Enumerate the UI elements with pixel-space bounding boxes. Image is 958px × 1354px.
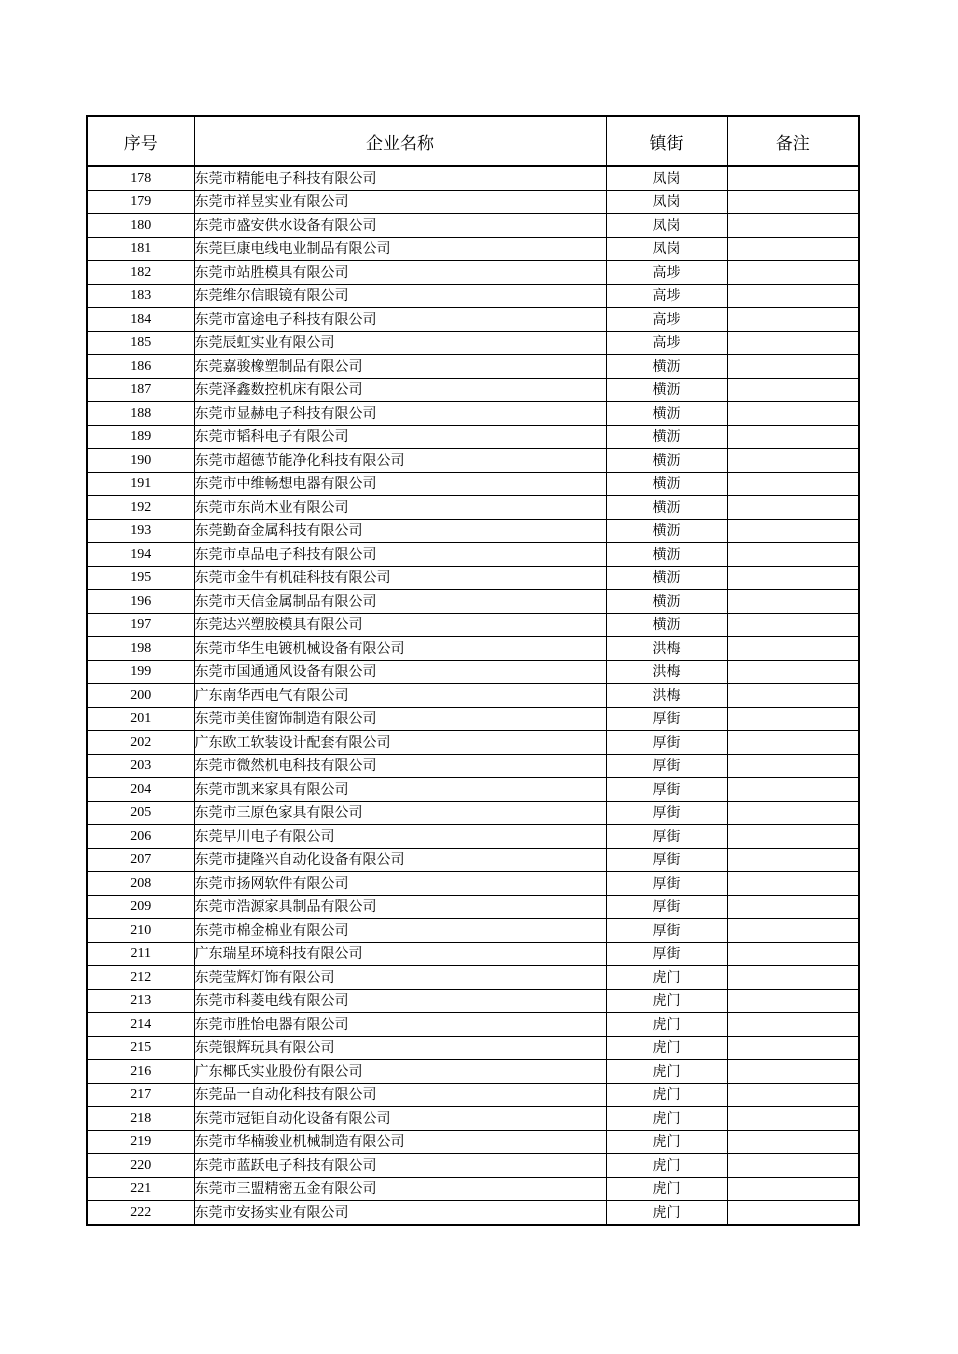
table-row	[87, 754, 859, 778]
enterprise-name-cell: 广东欧工软装设计配套有限公司	[194, 731, 606, 755]
serial-number-cell: 194	[87, 543, 194, 567]
town-cell: 厚街	[606, 872, 727, 896]
town-cell: 虎门	[606, 1130, 727, 1154]
enterprise-name-cell: 东莞辰虹实业有限公司	[194, 331, 606, 355]
town-cell: 虎门	[606, 1201, 727, 1225]
serial-number-cell: 185	[87, 331, 194, 355]
remarks-cell	[727, 355, 859, 379]
serial-number-cell: 199	[87, 660, 194, 684]
town-cell: 凤岗	[606, 237, 727, 261]
table-row	[87, 308, 859, 332]
town-cell: 虎门	[606, 1083, 727, 1107]
serial-number-cell: 182	[87, 261, 194, 285]
table-row	[87, 613, 859, 637]
remarks-cell	[727, 1201, 859, 1225]
serial-number-cell: 218	[87, 1107, 194, 1131]
remarks-cell	[727, 872, 859, 896]
serial-number-cell: 184	[87, 308, 194, 332]
remarks-cell	[727, 1060, 859, 1084]
enterprise-name-cell: 东莞市华楠骏业机械制造有限公司	[194, 1130, 606, 1154]
table-row	[87, 1060, 859, 1084]
remarks-cell	[727, 895, 859, 919]
enterprise-name-cell: 广东瑞星环境科技有限公司	[194, 942, 606, 966]
town-cell: 厚街	[606, 942, 727, 966]
serial-number-cell: 214	[87, 1013, 194, 1037]
enterprise-table	[86, 115, 860, 1226]
table-header-row	[87, 116, 859, 166]
serial-number-cell: 179	[87, 190, 194, 214]
table-row	[87, 214, 859, 238]
serial-number-cell: 222	[87, 1201, 194, 1225]
enterprise-name-cell: 东莞品一自动化科技有限公司	[194, 1083, 606, 1107]
enterprise-name-cell: 东莞市盛安供水设备有限公司	[194, 214, 606, 238]
remarks-cell	[727, 942, 859, 966]
remarks-cell	[727, 449, 859, 473]
header-town: 镇街	[606, 116, 727, 166]
remarks-cell	[727, 1036, 859, 1060]
table-row	[87, 801, 859, 825]
serial-number-cell: 189	[87, 425, 194, 449]
header-remarks: 备注	[727, 116, 859, 166]
town-cell: 横沥	[606, 590, 727, 614]
serial-number-cell: 211	[87, 942, 194, 966]
town-cell: 虎门	[606, 1107, 727, 1131]
enterprise-name-cell: 东莞嘉骏橡塑制品有限公司	[194, 355, 606, 379]
table-row	[87, 1013, 859, 1037]
town-cell: 虎门	[606, 1154, 727, 1178]
enterprise-name-cell: 东莞市祥昱实业有限公司	[194, 190, 606, 214]
town-cell: 横沥	[606, 519, 727, 543]
town-cell: 凤岗	[606, 166, 727, 190]
enterprise-name-cell: 东莞维尔信眼镜有限公司	[194, 284, 606, 308]
remarks-cell	[727, 1013, 859, 1037]
town-cell: 洪梅	[606, 660, 727, 684]
enterprise-name-cell: 东莞市精能电子科技有限公司	[194, 166, 606, 190]
enterprise-name-cell: 东莞勤奋金属科技有限公司	[194, 519, 606, 543]
table-row	[87, 331, 859, 355]
remarks-cell	[727, 989, 859, 1013]
town-cell: 横沥	[606, 472, 727, 496]
enterprise-name-cell: 东莞市安扬实业有限公司	[194, 1201, 606, 1225]
serial-number-cell: 220	[87, 1154, 194, 1178]
remarks-cell	[727, 166, 859, 190]
town-cell: 横沥	[606, 613, 727, 637]
remarks-cell	[727, 825, 859, 849]
table-row	[87, 731, 859, 755]
table-row	[87, 966, 859, 990]
serial-number-cell: 187	[87, 378, 194, 402]
town-cell: 高埗	[606, 284, 727, 308]
town-cell: 凤岗	[606, 190, 727, 214]
remarks-cell	[727, 237, 859, 261]
enterprise-name-cell: 广东椰氏实业股份有限公司	[194, 1060, 606, 1084]
remarks-cell	[727, 660, 859, 684]
table-row	[87, 1130, 859, 1154]
town-cell: 厚街	[606, 919, 727, 943]
table-row	[87, 989, 859, 1013]
remarks-cell	[727, 590, 859, 614]
town-cell: 厚街	[606, 848, 727, 872]
remarks-cell	[727, 966, 859, 990]
enterprise-name-cell: 东莞市金牛有机硅科技有限公司	[194, 566, 606, 590]
town-cell: 横沥	[606, 543, 727, 567]
serial-number-cell: 221	[87, 1177, 194, 1201]
remarks-cell	[727, 472, 859, 496]
town-cell: 厚街	[606, 707, 727, 731]
town-cell: 横沥	[606, 425, 727, 449]
town-cell: 虎门	[606, 1060, 727, 1084]
serial-number-cell: 204	[87, 778, 194, 802]
serial-number-cell: 219	[87, 1130, 194, 1154]
remarks-cell	[727, 1154, 859, 1178]
enterprise-name-cell: 东莞市东尚木业有限公司	[194, 496, 606, 520]
serial-number-cell: 207	[87, 848, 194, 872]
table-row	[87, 378, 859, 402]
table-row	[87, 449, 859, 473]
serial-number-cell: 178	[87, 166, 194, 190]
remarks-cell	[727, 919, 859, 943]
serial-number-cell: 191	[87, 472, 194, 496]
remarks-cell	[727, 214, 859, 238]
enterprise-name-cell: 东莞市冠钜自动化设备有限公司	[194, 1107, 606, 1131]
table-row	[87, 355, 859, 379]
remarks-cell	[727, 801, 859, 825]
table-row	[87, 261, 859, 285]
remarks-cell	[727, 1177, 859, 1201]
table-row	[87, 1177, 859, 1201]
enterprise-name-cell: 东莞市美佳窗饰制造有限公司	[194, 707, 606, 731]
town-cell: 厚街	[606, 731, 727, 755]
remarks-cell	[727, 425, 859, 449]
enterprise-name-cell: 东莞市棉金棉业有限公司	[194, 919, 606, 943]
town-cell: 虎门	[606, 1013, 727, 1037]
remarks-cell	[727, 519, 859, 543]
table-row	[87, 1107, 859, 1131]
table-row	[87, 566, 859, 590]
remarks-cell	[727, 1083, 859, 1107]
town-cell: 横沥	[606, 449, 727, 473]
table-row	[87, 637, 859, 661]
enterprise-name-cell: 东莞市微然机电科技有限公司	[194, 754, 606, 778]
enterprise-name-cell: 东莞市中维畅想电器有限公司	[194, 472, 606, 496]
remarks-cell	[727, 848, 859, 872]
serial-number-cell: 213	[87, 989, 194, 1013]
serial-number-cell: 215	[87, 1036, 194, 1060]
remarks-cell	[727, 731, 859, 755]
remarks-cell	[727, 284, 859, 308]
town-cell: 厚街	[606, 895, 727, 919]
table-row	[87, 684, 859, 708]
town-cell: 凤岗	[606, 214, 727, 238]
serial-number-cell: 195	[87, 566, 194, 590]
remarks-cell	[727, 1107, 859, 1131]
remarks-cell	[727, 754, 859, 778]
enterprise-name-cell: 东莞市韬科电子有限公司	[194, 425, 606, 449]
town-cell: 横沥	[606, 402, 727, 426]
enterprise-name-cell: 东莞市富途电子科技有限公司	[194, 308, 606, 332]
enterprise-name-cell: 东莞市华生电镀机械设备有限公司	[194, 637, 606, 661]
table-row	[87, 825, 859, 849]
enterprise-name-cell: 东莞市站胜模具有限公司	[194, 261, 606, 285]
table-row	[87, 848, 859, 872]
table-row	[87, 1083, 859, 1107]
enterprise-name-cell: 东莞早川电子有限公司	[194, 825, 606, 849]
enterprise-name-cell: 东莞市显赫电子科技有限公司	[194, 402, 606, 426]
serial-number-cell: 190	[87, 449, 194, 473]
town-cell: 高埗	[606, 308, 727, 332]
serial-number-cell: 216	[87, 1060, 194, 1084]
remarks-cell	[727, 778, 859, 802]
town-cell: 横沥	[606, 566, 727, 590]
serial-number-cell: 217	[87, 1083, 194, 1107]
serial-number-cell: 183	[87, 284, 194, 308]
enterprise-name-cell: 东莞市三原色家具有限公司	[194, 801, 606, 825]
enterprise-name-cell: 东莞市天信金属制品有限公司	[194, 590, 606, 614]
table-row	[87, 237, 859, 261]
table-row	[87, 895, 859, 919]
town-cell: 虎门	[606, 1036, 727, 1060]
remarks-cell	[727, 496, 859, 520]
serial-number-cell: 186	[87, 355, 194, 379]
table-row	[87, 519, 859, 543]
town-cell: 横沥	[606, 355, 727, 379]
serial-number-cell: 202	[87, 731, 194, 755]
town-cell: 虎门	[606, 989, 727, 1013]
enterprise-name-cell: 东莞莹辉灯饰有限公司	[194, 966, 606, 990]
enterprise-name-cell: 广东南华西电气有限公司	[194, 684, 606, 708]
table-row	[87, 919, 859, 943]
serial-number-cell: 193	[87, 519, 194, 543]
table-row	[87, 190, 859, 214]
table-row	[87, 1201, 859, 1225]
serial-number-cell: 203	[87, 754, 194, 778]
table-row	[87, 872, 859, 896]
remarks-cell	[727, 684, 859, 708]
enterprise-name-cell: 东莞市蓝跃电子科技有限公司	[194, 1154, 606, 1178]
serial-number-cell: 192	[87, 496, 194, 520]
serial-number-cell: 208	[87, 872, 194, 896]
serial-number-cell: 180	[87, 214, 194, 238]
table-row	[87, 1036, 859, 1060]
enterprise-name-cell: 东莞市凯来家具有限公司	[194, 778, 606, 802]
table-row	[87, 402, 859, 426]
table-row	[87, 1154, 859, 1178]
enterprise-name-cell: 东莞市扬网软件有限公司	[194, 872, 606, 896]
table-body	[87, 166, 859, 1225]
serial-number-cell: 205	[87, 801, 194, 825]
serial-number-cell: 209	[87, 895, 194, 919]
remarks-cell	[727, 543, 859, 567]
table-row	[87, 284, 859, 308]
table-row	[87, 942, 859, 966]
table-row	[87, 778, 859, 802]
town-cell: 厚街	[606, 754, 727, 778]
remarks-cell	[727, 707, 859, 731]
enterprise-name-cell: 东莞银辉玩具有限公司	[194, 1036, 606, 1060]
enterprise-name-cell: 东莞市国通通风设备有限公司	[194, 660, 606, 684]
remarks-cell	[727, 613, 859, 637]
remarks-cell	[727, 378, 859, 402]
remarks-cell	[727, 1130, 859, 1154]
town-cell: 高埗	[606, 261, 727, 285]
enterprise-name-cell: 东莞市浩源家具制品有限公司	[194, 895, 606, 919]
serial-number-cell: 210	[87, 919, 194, 943]
enterprise-name-cell: 东莞市科菱电线有限公司	[194, 989, 606, 1013]
serial-number-cell: 206	[87, 825, 194, 849]
serial-number-cell: 212	[87, 966, 194, 990]
town-cell: 虎门	[606, 966, 727, 990]
enterprise-name-cell: 东莞市胜怡电器有限公司	[194, 1013, 606, 1037]
remarks-cell	[727, 261, 859, 285]
serial-number-cell: 196	[87, 590, 194, 614]
enterprise-name-cell: 东莞泽鑫数控机床有限公司	[194, 378, 606, 402]
table-row	[87, 425, 859, 449]
table-row	[87, 590, 859, 614]
town-cell: 厚街	[606, 778, 727, 802]
town-cell: 厚街	[606, 801, 727, 825]
town-cell: 高埗	[606, 331, 727, 355]
enterprise-name-cell: 东莞达兴塑胶模具有限公司	[194, 613, 606, 637]
remarks-cell	[727, 308, 859, 332]
table-row	[87, 543, 859, 567]
remarks-cell	[727, 190, 859, 214]
serial-number-cell: 197	[87, 613, 194, 637]
town-cell: 洪梅	[606, 684, 727, 708]
enterprise-name-cell: 东莞巨康电线电业制品有限公司	[194, 237, 606, 261]
serial-number-cell: 198	[87, 637, 194, 661]
table-row	[87, 496, 859, 520]
table-row	[87, 166, 859, 190]
town-cell: 横沥	[606, 378, 727, 402]
enterprise-name-cell: 东莞市卓品电子科技有限公司	[194, 543, 606, 567]
header-serial-number: 序号	[87, 116, 194, 166]
header-enterprise-name: 企业名称	[194, 116, 606, 166]
serial-number-cell: 201	[87, 707, 194, 731]
town-cell: 虎门	[606, 1177, 727, 1201]
table-row	[87, 660, 859, 684]
remarks-cell	[727, 331, 859, 355]
serial-number-cell: 188	[87, 402, 194, 426]
town-cell: 横沥	[606, 496, 727, 520]
table-row	[87, 472, 859, 496]
serial-number-cell: 181	[87, 237, 194, 261]
town-cell: 厚街	[606, 825, 727, 849]
town-cell: 洪梅	[606, 637, 727, 661]
enterprise-name-cell: 东莞市捷隆兴自动化设备有限公司	[194, 848, 606, 872]
remarks-cell	[727, 637, 859, 661]
enterprise-name-cell: 东莞市超德节能净化科技有限公司	[194, 449, 606, 473]
remarks-cell	[727, 566, 859, 590]
table-row	[87, 707, 859, 731]
remarks-cell	[727, 402, 859, 426]
serial-number-cell: 200	[87, 684, 194, 708]
enterprise-name-cell: 东莞市三盟精密五金有限公司	[194, 1177, 606, 1201]
